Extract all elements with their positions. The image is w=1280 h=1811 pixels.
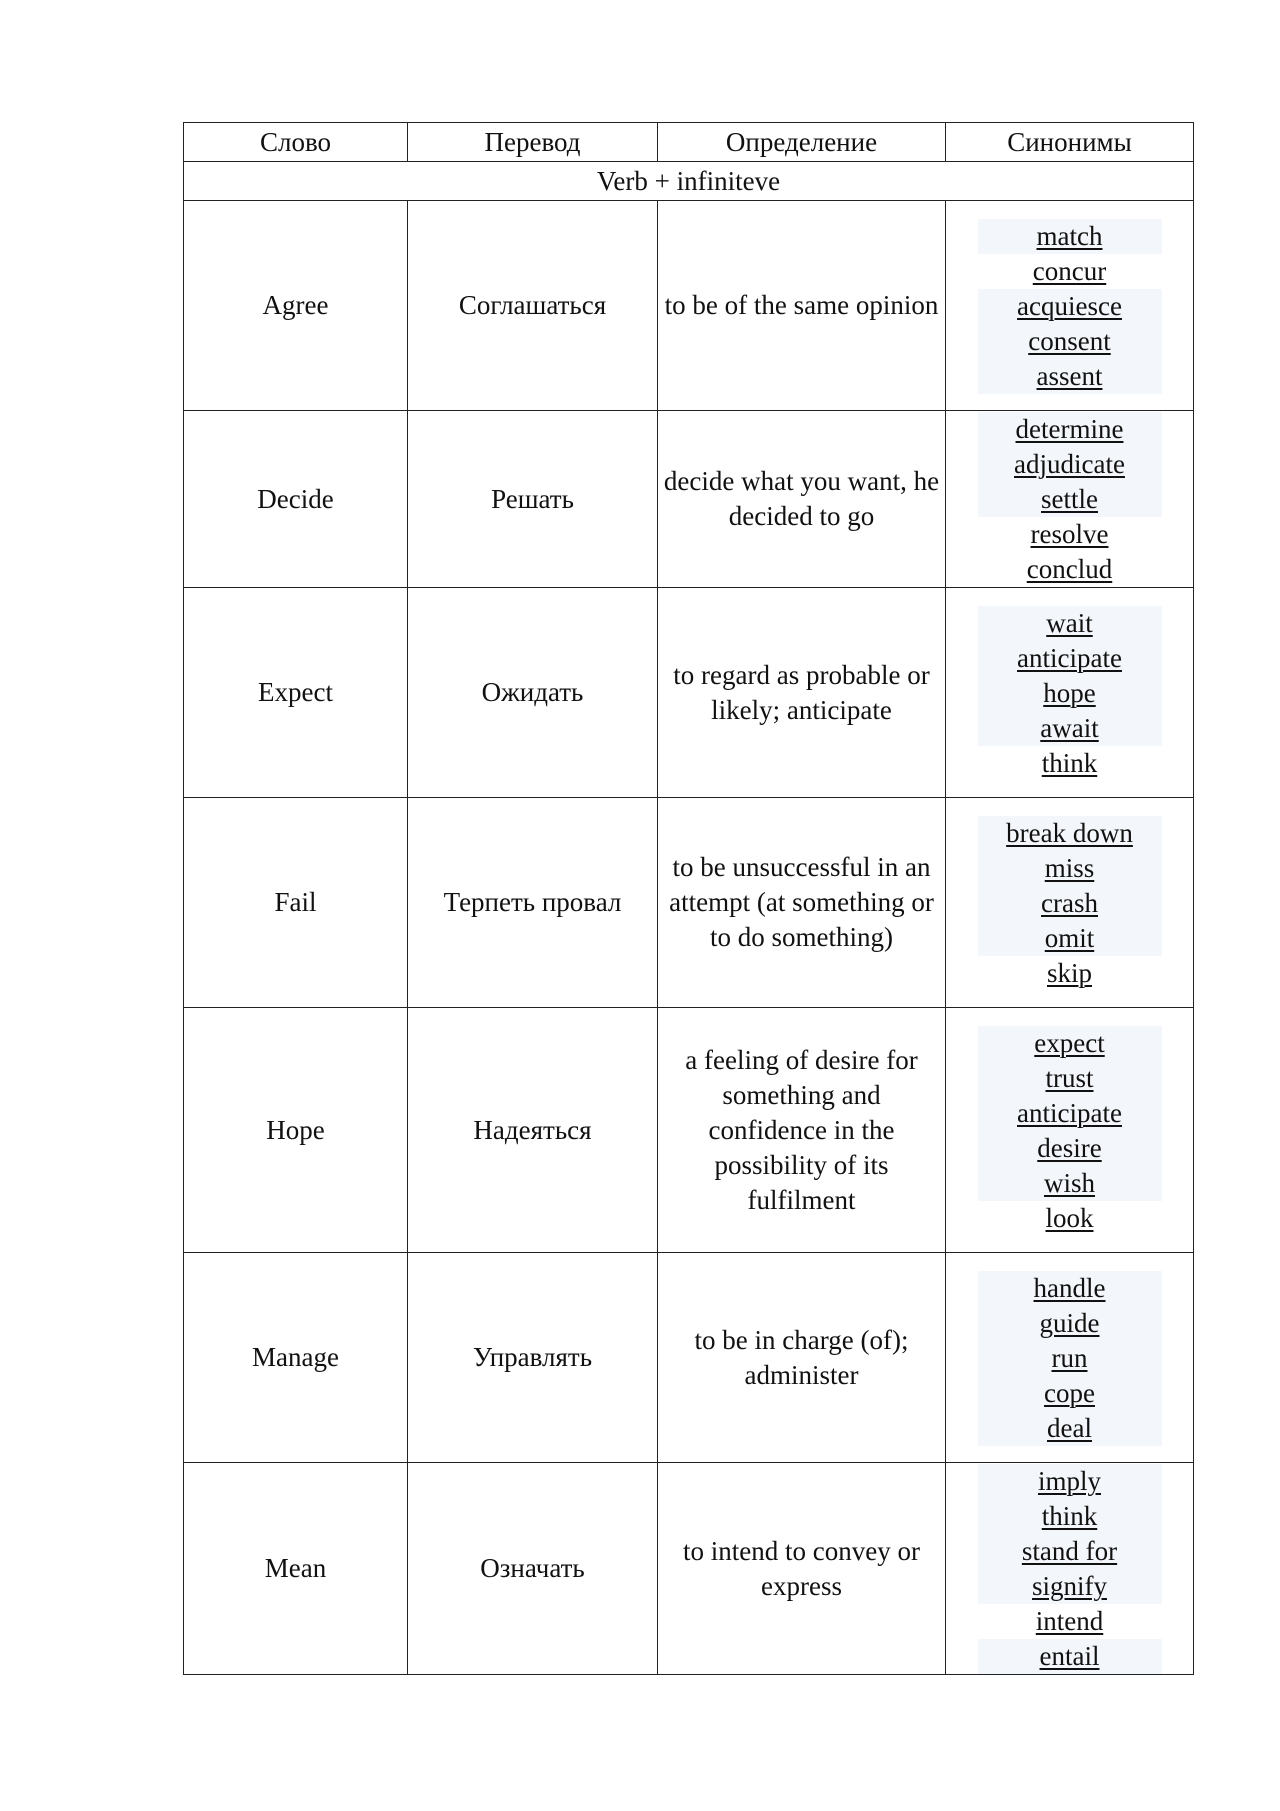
header-synonyms: Синонимы [946,123,1194,162]
synonym-link[interactable]: omit [978,921,1162,956]
synonym-link[interactable]: assent [978,359,1162,394]
synonym-link[interactable]: handle [978,1271,1162,1306]
definition-cell: to be of the same opinion [658,201,946,411]
synonyms-list [978,1464,1162,1674]
synonym-link[interactable]: resolve [1030,519,1109,549]
table-row [184,1008,1194,1253]
synonym-link[interactable]: deal [978,1411,1162,1446]
header-word: Слово [184,123,408,162]
word-cell: Decide [184,411,408,588]
synonym-link[interactable]: await [978,711,1162,746]
translation-cell: Терпеть провал [408,798,658,1008]
synonym-link[interactable]: wait [978,606,1162,641]
synonym-link[interactable]: run [978,1341,1162,1376]
definition-cell: to be in charge (of); administer [658,1253,946,1463]
synonym-link[interactable]: miss [978,851,1162,886]
vocabulary-table [183,122,1194,1675]
table-row [184,1463,1194,1675]
translation-cell: Управлять [408,1253,658,1463]
word-cell: Fail [184,798,408,1008]
definition-cell: decide what you want, he decided to go [658,411,946,588]
translation-cell: Надеяться [408,1008,658,1253]
header-translation: Перевод [408,123,658,162]
synonym-link[interactable]: skip [1046,957,1092,988]
table-row [184,588,1194,798]
synonym-link[interactable]: think [1041,747,1098,778]
synonyms-cell [946,588,1194,798]
synonyms-list [978,606,1162,781]
synonym-link[interactable]: conclud [1026,554,1113,584]
section-title: Verb + infiniteve [184,162,1194,201]
synonym-link[interactable]: concur [1032,255,1107,286]
synonyms-cell [946,201,1194,411]
synonym-link[interactable]: settle [978,482,1162,517]
synonym-link[interactable]: determine [978,412,1162,447]
synonyms-cell [946,1253,1194,1463]
synonym-link[interactable]: expect [978,1026,1162,1061]
translation-cell: Ожидать [408,588,658,798]
synonyms-list [978,412,1162,587]
header-definition: Определение [658,123,946,162]
synonym-link[interactable]: anticipate [978,1096,1162,1131]
synonym-link[interactable]: signify [978,1569,1162,1604]
header-row [184,123,1194,162]
synonym-link[interactable]: cope [978,1376,1162,1411]
synonym-link[interactable]: stand for [978,1534,1162,1569]
word-cell: Mean [184,1463,408,1675]
synonyms-list [978,1026,1162,1236]
table-row [184,201,1194,411]
synonym-link[interactable]: entail [978,1639,1162,1674]
synonyms-list [978,219,1162,394]
synonym-link[interactable]: break down [978,816,1162,851]
section-row [184,162,1194,201]
synonym-link[interactable]: wish [978,1166,1162,1201]
definition-cell: to regard as probable or likely; anticipate [658,588,946,798]
synonym-link[interactable]: hope [978,676,1162,711]
synonym-link[interactable]: imply [978,1464,1162,1499]
translation-cell: Означать [408,1463,658,1675]
table-row [184,1253,1194,1463]
synonym-link[interactable]: anticipate [978,641,1162,676]
definition-cell: to intend to convey or express [658,1463,946,1675]
synonym-link[interactable]: guide [978,1306,1162,1341]
synonyms-cell [946,1463,1194,1675]
word-cell: Expect [184,588,408,798]
synonym-link[interactable]: look [1045,1202,1094,1233]
synonym-link[interactable]: desire [978,1131,1162,1166]
definition-cell: to be unsuccessful in an attempt (at something or to do something) [658,798,946,1008]
synonym-link[interactable]: trust [978,1061,1162,1096]
translation-cell: Соглашаться [408,201,658,411]
synonym-link[interactable]: match [978,219,1162,254]
synonyms-cell [946,411,1194,588]
synonym-link[interactable]: adjudicate [978,447,1162,482]
word-cell: Hope [184,1008,408,1253]
synonyms-list [978,816,1162,991]
synonym-link[interactable]: think [978,1499,1162,1534]
definition-cell: a feeling of desire for something and confidence in the possibility of its fulfilment [658,1008,946,1253]
table-row [184,798,1194,1008]
word-cell: Manage [184,1253,408,1463]
synonyms-cell [946,798,1194,1008]
synonym-link[interactable]: crash [978,886,1162,921]
synonym-link[interactable]: consent [978,324,1162,359]
synonym-link[interactable]: intend [1035,1606,1104,1636]
synonyms-list [978,1271,1162,1446]
synonym-link[interactable]: acquiesce [978,289,1162,324]
translation-cell: Решать [408,411,658,588]
table-row [184,411,1194,588]
word-cell: Agree [184,201,408,411]
synonyms-cell [946,1008,1194,1253]
